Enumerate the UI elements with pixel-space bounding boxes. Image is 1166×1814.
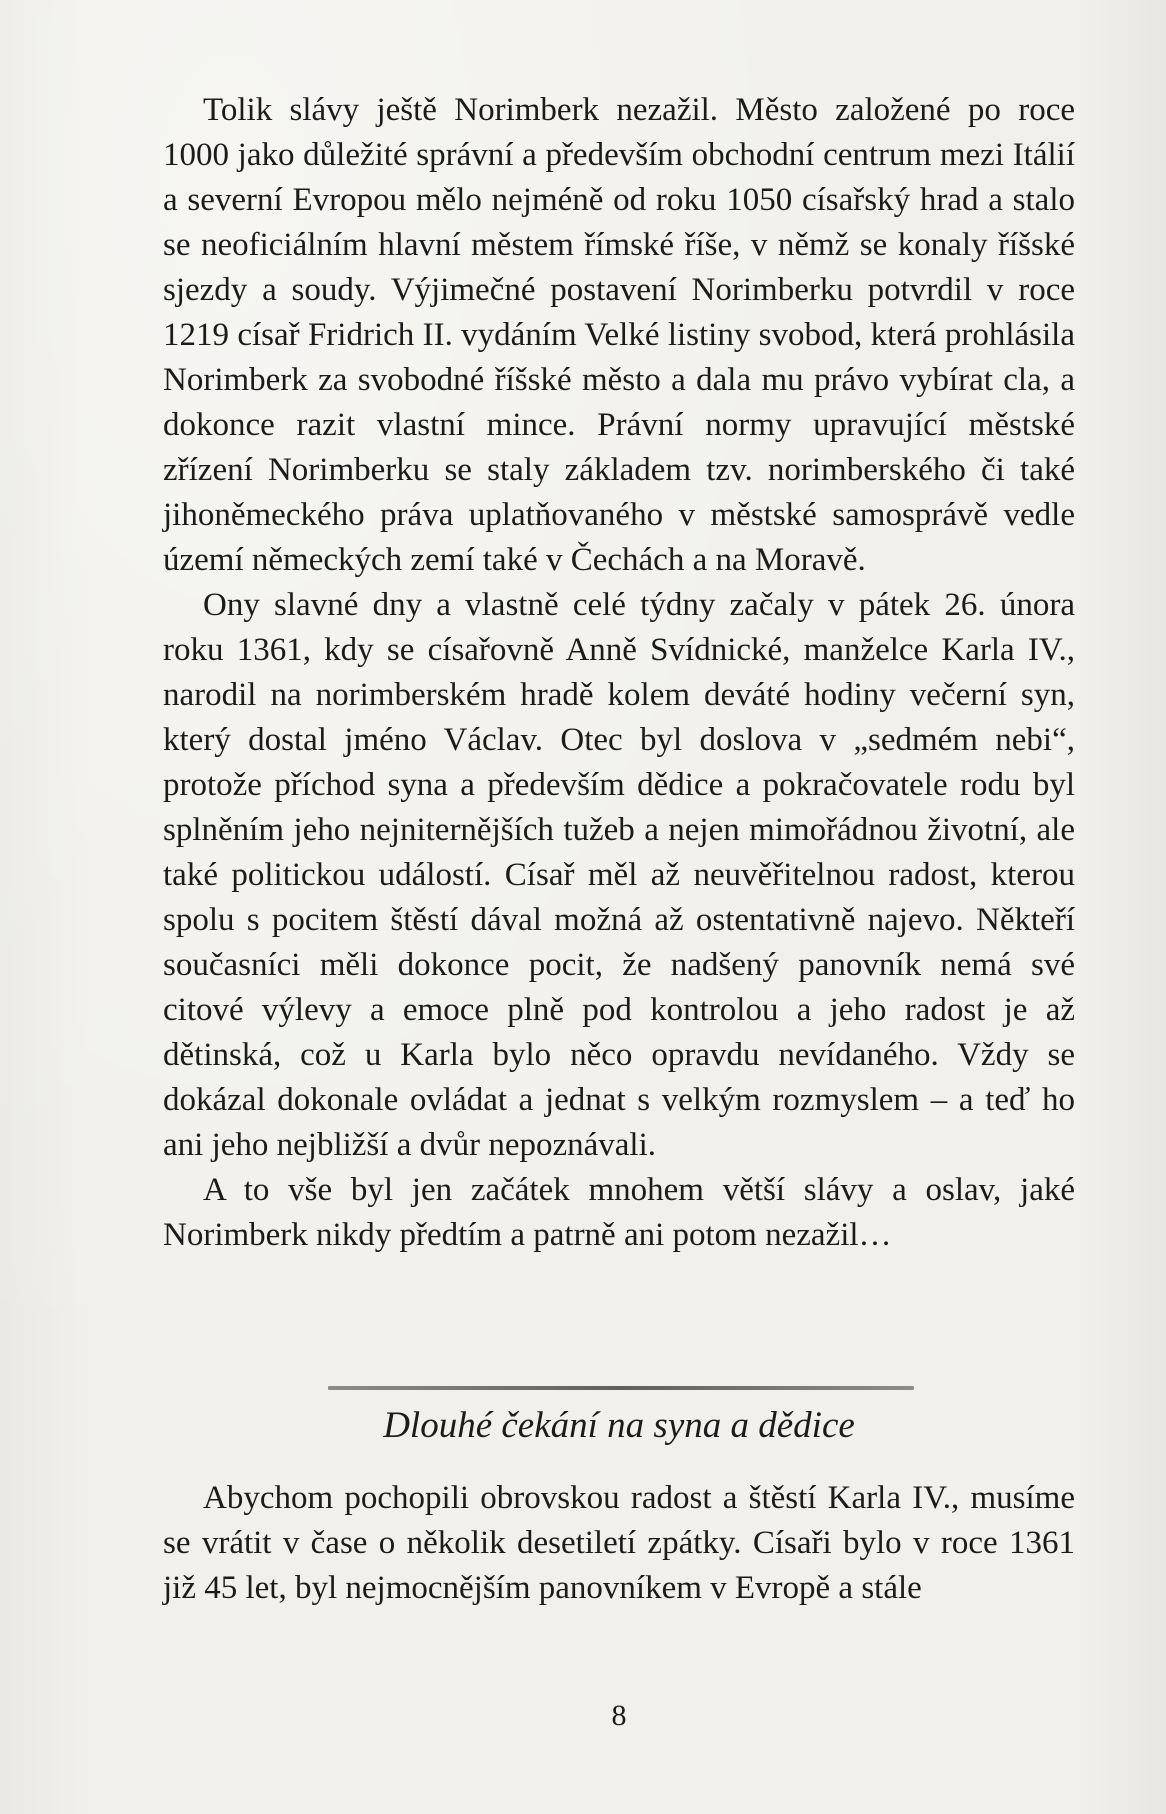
section-divider xyxy=(328,1386,914,1390)
body-text-bottom xyxy=(163,1476,1075,1611)
section-heading: Dlouhé čekání na syna a dědice xyxy=(383,1405,855,1446)
paragraph: A to vše byl jen začátek mnohem větší slávy a oslav, jaké Norimberk nikdy předtím a patrně ani potom nezažil… xyxy=(163,1172,1075,1253)
body-text-top xyxy=(163,88,1075,1258)
paragraph: Abychom pochopili obrovskou radost a štěstí Karla IV., musíme se vrátit v čase o několik desetiletí zpátky. Císaři bylo v roce 1361 již 45 let, byl nejmocnějším panovníkem v Evropě a stále xyxy=(163,1480,1075,1606)
paragraph: Ony slavné dny a vlastně celé týdny začaly v pátek 26. února roku 1361, kdy se císařovně Anně Svídnické, manželce Karla IV., narodil na norimberském hradě kolem deváté hodiny večerní syn, který dostal jméno Václav. Otec byl doslova v „sedmém nebi“, protože příchod syna a především dědice a pokračovatele rodu byl splněním jeho nejniternějších tužeb a nejen mimořádnou životní, ale také politickou událostí. Císař měl až neuvěřitelnou radost, kterou spolu s pocitem štěstí dával možná až ostentativně najevo. Někteří současníci měli dokonce pocit, že nadšený panovník nemá své citové výlevy a emoce plně pod kontrolou a jeho radost je až dětinská, což u Karla bylo něco opravdu nevídaného. Vždy se dokázal dokonale ovládat a jednat s velkým rozmyslem – a teď ho ani jeho nejbližší a dvůr nepoznávali. xyxy=(163,587,1075,1163)
paragraph: Tolik slávy ještě Norimberk nezažil. Město založené po roce 1000 jako důležité správní a především obchodní centrum mezi Itálií a severní Evropou mělo nejméně od roku 1050 císařský hrad a stalo se neoficiálním hlavní městem římské říše, v němž se konaly říšské sjezdy a soudy. Výjimečné postavení Norimberku potvrdil v roce 1219 císař Fridrich II. vydáním Velké listiny svobod, která prohlásila Norimberk za svobodné říšské město a dala mu právo vybírat cla, a dokonce razit vlastní mince. Právní normy upravující městské zřízení Norimberku se staly základem tzv. norimberského či také jihoněmeckého práva uplatňovaného v městské samosprávě vedle území německých zemí také v Čechách a na Moravě. xyxy=(163,92,1075,578)
page-number: 8 xyxy=(611,1699,627,1732)
